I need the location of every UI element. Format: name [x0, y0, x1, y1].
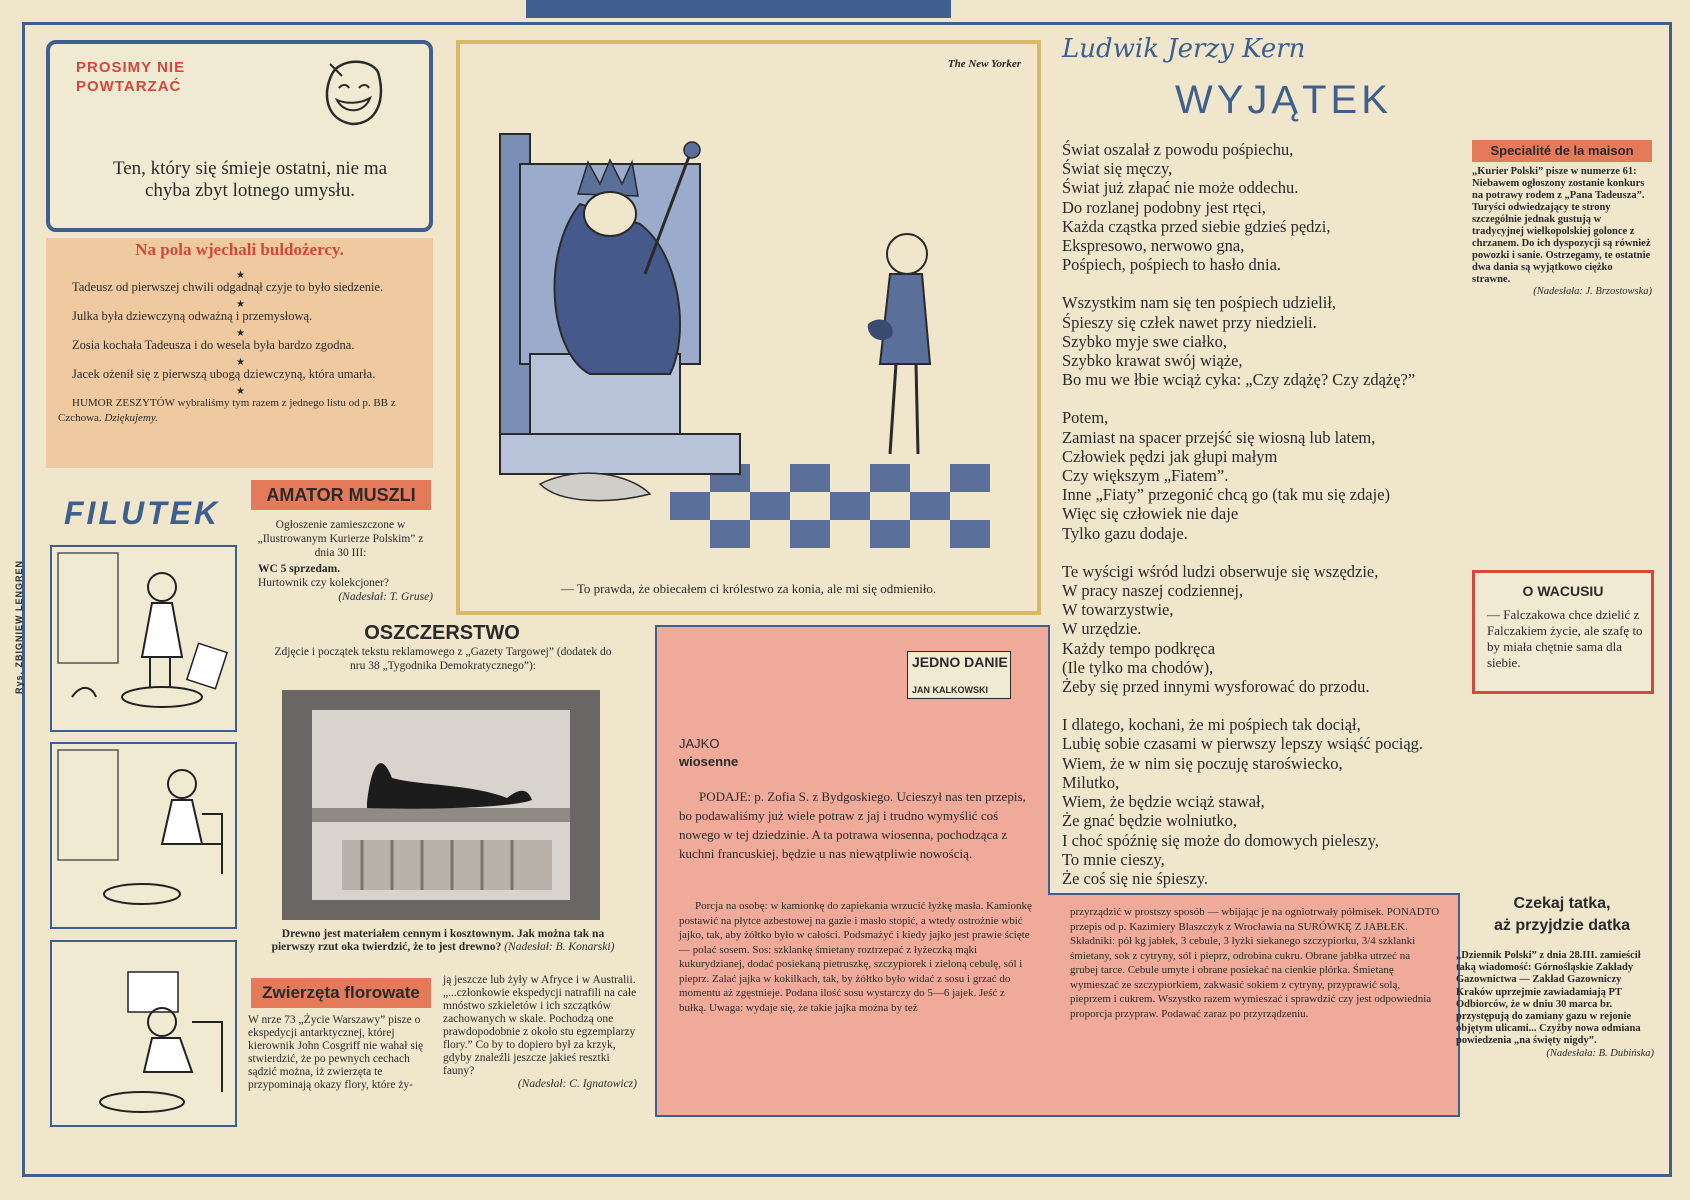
czekaj-sender: (Nadesłała: B. Dubińska) [1546, 1047, 1654, 1059]
filutek-title: FILUTEK [64, 495, 221, 531]
zwierzeta-left: W nrze 73 „Życie Warszawy” pisze o ekspedycji antarktycznej, której kierownik John Cosgriff nie wahał się stwierdzić, że po pewnych cechach sądzić można, iż zwierzęta te przypominają okazy flory, które ży- [248, 1014, 424, 1091]
prosimy-box [46, 40, 433, 232]
napola-title: Na pola wjechali buldożercy. [135, 240, 344, 259]
oszczerstwo-intro: Zdjęcie i początek tekstu reklamowego z „Gazety Targowej” (dodatek do nru 38 „Tygodnika Demokratycznego”): [274, 646, 612, 672]
amator-text [248, 518, 433, 604]
specialite-text [1472, 166, 1652, 298]
poem-title: WYJĄTEK [1175, 78, 1392, 122]
poem-body [1062, 140, 1542, 907]
filutek-panel-3 [50, 940, 237, 1127]
prosimy-heading-line2: POWTARZAĆ [76, 78, 182, 95]
napola-item: Tadeusz od pierwszej chwili odgadnął czyje to było siedzenie. [72, 280, 384, 294]
specialite-title: Specialité de la maison [1472, 140, 1652, 162]
wacus-text: — Falczakowa chce dzielić z Falczakiem życie, ale szafę to by miała chętnie sama dla siebie. [1487, 607, 1643, 670]
amator-sender: (Nadesłał: T. Gruse) [338, 591, 433, 603]
oszczerstwo-title: OSZCZERSTWO [364, 622, 520, 644]
wacus-box [1472, 570, 1654, 694]
napola-note-text: HUMOR ZESZYTÓW wybraliśmy tym razem z jednego listu od p. BB z Czchowa. [58, 397, 396, 424]
cartoon-credit: The New Yorker [947, 58, 1021, 70]
amator-quote: WC 5 sprzedam. [258, 563, 341, 575]
cartoon-box [456, 40, 1041, 615]
poem-stanza: I dlatego, kochani, że mi pośpiech tak dociął, Lubię sobie czasami w pierwszy lepszy wsiąść pociąg. Wiem, że w nim się poczuję staroświecko, Milutko, Wiem, że będzie wciąż stawał, Że gnać będzie wolniutko, I choć spóźnię się może do domowych pieleszy, To mnie cieszy, Że coś się nie śpieszy. [1062, 715, 1424, 888]
jajko-continuation-box [1048, 893, 1460, 1117]
poem-stanza: Świat oszalał z powodu pośpiechu, Świat się męczy, Świat już złapać nie może oddechu. Do rozlanej podobny jest rtęci, Każda cząstka przed siebie gdzieś pędzi, Ekspresowo, nerwowo gna, Pośpiech, pośpiech to hasło dnia. [1062, 140, 1331, 275]
filutek-credit: Rys. ZBIGNIEW LENGREN [14, 560, 24, 695]
specialite-sender: (Nadesłała: J. Brzostowska) [1533, 286, 1652, 297]
poem-author: Ludwik Jerzy Kern [1062, 34, 1306, 64]
zwierzeta-sender: (Nadesłał: C. Ignatowicz) [517, 1078, 637, 1090]
amator-title: AMATOR MUSZLI [251, 480, 431, 510]
zwierzeta-right-text: ją jeszcze lub żyły w Afryce i w Australii. „...członkowie ekspedycji natrafili na całe mnóstwo szkieletów i ich szczątków zachowanych w skale. Pochodzą one prawdopodobnie z około stu egzemplarzy flory.” Co by to dopiero był za krzyk, gdyby znaleźli jeszcze jakieś resztki fauny? [443, 974, 637, 1077]
oszczerstwo-caption [270, 928, 616, 954]
czekaj-body: „Dziennik Polski” z dnia 28.III. zamieścił taką wiadomość: Górnośląskie Zakłady Gazownictwa — Zakład Gazowniczy Kraków uprzejmie zawiadamiają PT Odbiorców, że w dniu 30 marca br. przystępują do zamiany gazu w rejonie objętym ulicami... Czyżby nowa odmiana powiedzenia „na święty nigdy”. [1456, 950, 1641, 1047]
prosimy-heading [76, 58, 185, 96]
star-divider: ★ [236, 386, 245, 397]
logo-title: JEDNO DANIE [912, 654, 1008, 670]
czekaj-title-line2: aż przyjdzie datka [1493, 917, 1631, 934]
jajko-recipe: Porcja na osobę: w kamionkę do zapiekania wrzucić łyżkę masła. Kamionkę postawić na płytce azbestowej na gazie i masło stopić, a wtedy ostrożnie wbić jajko, tak, aby żółtko było w całości. Podsmażyć i kiedy jajko jest prawie ścięte — polać sosem. Sos: szklankę śmietany roztrzepać z łyżeczką mąki kukurydzianej, dodać posiekaną pietruszkę, szczypiorek i zieloną cebulę, sól i pieprz. Zalać jajka w kokilkach, tak, by żółtko było widać z sosu i grzać do momentu aż zgęstnieje. Podana ilość sosu wystarczy do 5—6 jajek. Jeść z bułką. Uwaga: wydaje się, że takie jajka można by też [679, 900, 1032, 1014]
jajko-continuation: przyrządzić w prostszy sposób — wbijając je na ogniotrwały półmisek. PONADTO przepis od p. Kazimiery Blaszczyk z Wrocławia na SURÓWKĘ Z JABŁEK. Składniki: pół kg jabłek, 3 cebule, 3 łyżki siekanego szczypiorku, 3/4 szklanki śmietany, sok z cytryny, sól i pieprz, odrobina cukru. Obrane jabłka utrzeć na grubej tarce. Cebule umyte i obrane posiekać na cienkie plórka. Śmietanę wymieszać ze szczypiorkiem, zakwasić sokiem z cytryny, przyprawić solą, pieprzem i cukrem. Wszystko razem wymieszać i sprawdzić czy jest odpowiednia proporcja przypraw. Podawać zaraz po przyrządzeniu. [1070, 906, 1440, 1020]
star-divider: ★ [236, 299, 245, 310]
prosimy-text: Ten, który się śmieje ostatni, nie ma chyba zbyt lotnego umysłu. [112, 158, 388, 201]
filutek-panel-1-drawing [52, 547, 235, 730]
logo-author: JAN KALKOWSKI [912, 685, 988, 695]
oszczerstwo-photo [282, 690, 600, 920]
filutek-panel-2-drawing [52, 744, 235, 927]
cartoon-caption: — To prawda, że obiecałem ci królestwo za konia, ale mi się odmieniło. [560, 581, 937, 596]
king-throne-cartoon [460, 74, 1037, 574]
smiling-face-icon [312, 54, 392, 134]
jajko-intro: PODAJE: p. Zofia S. z Bydgoskiego. Ucieszył nas ten przepis, bo podawaliśmy już wiele potraw z jaj i trudno wymyślić coś nowego w tej dziedzinie. A ta potrawa wiosenna, pochodząca z kuchni francuskiej, będzie u nas niewątpliwie nowością. [679, 789, 1026, 861]
wacus-title: O WACUSIU [1522, 583, 1604, 599]
filutek-panel-1 [50, 545, 237, 732]
napola-item: Jacek ożenił się z pierwszą ubogą dziewczyną, która umarła. [72, 367, 376, 381]
jajko-box [655, 625, 1050, 1117]
amator-question: Hurtownik czy kolekcjoner? [258, 577, 389, 589]
napola-items [58, 272, 423, 432]
zwierzeta-title: Zwierzęta florowate [251, 978, 431, 1008]
filutek-panel-2 [50, 742, 237, 929]
poem-stanza: Te wyścigi wśród ludzi obserwuje się wszędzie, W pracy naszej codziennej, W towarzystwie, W urzędzie. Każdy tempo podkręca (Ile tylko ma chodów), Żeby się przed innymi wysforować do przodu. [1062, 561, 1379, 697]
sauna-photo-image [282, 690, 600, 920]
czekaj-text [1456, 950, 1654, 1060]
prosimy-heading-line1: PROSIMY NIE [76, 59, 186, 76]
poem-stanza: Wszystkim nam się ten pośpiech udzielił, Śpieszy się człek nawet przy niedzieli. Szybko myje swe ciałko, Szybko krawat swój wiąże, Bo mu we łbie wciąż cyka: „Czy zdążę? Czy zdążę?” [1062, 293, 1416, 390]
oszczerstwo-sender: (Nadesłał: B. Konarski) [504, 941, 615, 953]
napola-note [58, 396, 423, 426]
jedno-danie-logo [907, 651, 1011, 699]
napola-thanks: Dziękujemy. [104, 412, 158, 424]
zwierzeta-right [443, 974, 637, 1091]
specialite-body: „Kurier Polski” pisze w numerze 61: Niebawem ogłoszony zostanie konkurs na potrawy rodem z „Pana Tadeusza”. Turyści odwiedzający te strony szczególnie jednak gustują w tradycyjnej wielkopolskiej golonce z chrzanem. Do ich dyspozycji są również powozki i sanie. Ostrzegamy, te ostatnie dwa dania są wyjątkowo ciężko strawne. [1472, 166, 1651, 285]
napola-item: Zosia kochała Tadeusza i do wesela była bardzo zgodna. [72, 338, 355, 352]
napola-item: Julka była dziewczyną odważną i przemysłową. [72, 309, 313, 323]
napola-box [46, 238, 433, 468]
star-divider: ★ [236, 357, 245, 368]
amator-intro: Ogłoszenie zamieszczone w „Ilustrowanym Kurierze Polskim” z dnia 30 III: [257, 519, 424, 559]
poem-stanza: Potem, Zamiast na spacer przejść się wiosną lub latem, Człowiek pędzi jak głupi małym Czy większym „Fiatem”. Inne „Fiaty” przegonić chcą go (tak mu się zdaje) Więc się człowiek nie daje Tylko gazu dodaje. [1062, 408, 1391, 543]
czekaj-title [1472, 893, 1652, 937]
czekaj-title-line1: Czekaj tatka, [1513, 895, 1611, 912]
star-divider: ★ [236, 328, 245, 339]
jajko-heading [679, 735, 738, 771]
filutek-panel-3-drawing [52, 942, 235, 1125]
jajko-dish: JAJKO [679, 736, 720, 751]
masthead-tab [526, 0, 951, 18]
star-divider: ★ [236, 270, 245, 281]
oszczerstwo-caption-text: Drewno jest materiałem cennym i kosztownym. Jak można tak na pierwszy rzut oka twierdzić, że to jest drewno? [271, 928, 605, 953]
jajko-dish-sub: wiosenne [679, 754, 739, 769]
